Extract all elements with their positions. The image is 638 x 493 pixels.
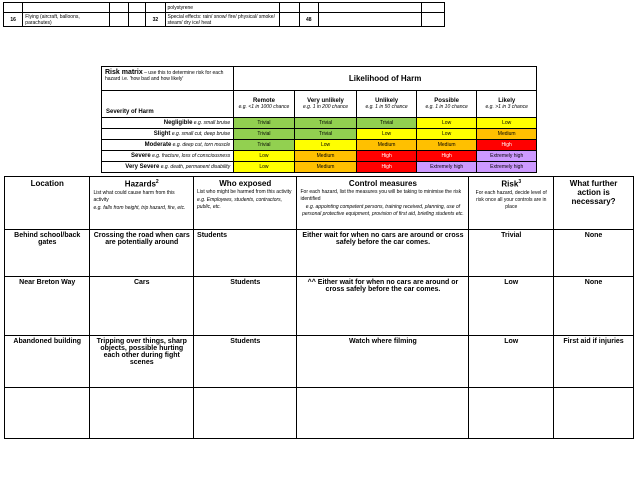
control-measures-header: Control measures For each hazard, list the measures you will be taking to minimise the risk identified e.g. appointing competent persons, training received, planning, use of personal protective equipment, provision of first aid, briefing students etc. — [297, 177, 469, 230]
risk-cell: Trivial — [234, 118, 295, 129]
risk-assessment-table — [4, 176, 634, 439]
risk-cell: Medium — [477, 129, 537, 140]
risk-cell: Trivial — [234, 129, 295, 140]
risk-cell: Low — [416, 118, 477, 129]
severity-label: Negligible e.g. small bruise — [102, 118, 234, 129]
risk-cell: High — [477, 140, 537, 151]
risk-cell: Low — [469, 277, 554, 336]
risk-header: Risk$^3$ For each hazard, decide level of risk once all your controls are in place — [469, 177, 554, 230]
risk-cell: Trivial — [294, 129, 357, 140]
risk-cell — [469, 388, 554, 439]
who-cell — [194, 388, 297, 439]
further-action-cell: First aid if injuries — [554, 336, 634, 388]
who-cell: Students — [194, 230, 297, 277]
severity-label: Severe e.g. fracture, loss of consciousness — [102, 151, 234, 162]
risk-cell: Extremely high — [477, 162, 537, 173]
risk-cell: Medium — [294, 162, 357, 173]
table-row — [5, 230, 634, 277]
likelihood-heading: Likelihood of Harm — [234, 67, 537, 91]
risk-matrix — [101, 66, 537, 173]
severity-row — [102, 129, 537, 140]
control-cell: ^^ Either wait for when no cars are around or cross safely before the car comes. — [297, 277, 469, 336]
table-row — [5, 336, 634, 388]
table-row — [5, 277, 634, 336]
risk-cell: Medium — [294, 151, 357, 162]
severity-row — [102, 118, 537, 129]
control-cell: Either wait for when no cars are around or cross safely before the car comes. — [297, 230, 469, 277]
risk-cell: Trivial — [294, 118, 357, 129]
hazard-item: polystyrene — [165, 3, 280, 13]
likelihood-column: Likely e.g. >1 in 3 chance — [477, 91, 537, 118]
risk-cell: Trivial — [357, 118, 417, 129]
risk-cell: Medium — [357, 140, 417, 151]
likelihood-column: Possible e.g. 1 in 10 chance — [416, 91, 477, 118]
location-cell — [5, 388, 90, 439]
table-header-row — [5, 177, 634, 230]
risk-cell: Low — [357, 129, 417, 140]
matrix-title-row — [102, 67, 537, 91]
risk-cell: Trivial — [469, 230, 554, 277]
who-cell: Students — [194, 336, 297, 388]
further-action-cell — [554, 388, 634, 439]
who-cell: Students — [194, 277, 297, 336]
hazards-header: Hazards$^2$ List what could cause harm from this activity e.g. falls from height, trip hazard, fire, etc. — [90, 177, 194, 230]
matrix-title: Risk matrix – use this to determine risk for each hazard i.e. 'how bad and how likely' — [102, 67, 234, 91]
likelihood-column: Remote e.g. <1 in 1000 chance — [234, 91, 295, 118]
risk-cell: High — [357, 162, 417, 173]
hazard-cell: Crossing the road when cars are potentially around — [90, 230, 194, 277]
risk-cell: Trivial — [234, 140, 295, 151]
control-cell: Watch where filming — [297, 336, 469, 388]
further-action-header: What further action is necessary? — [554, 177, 634, 230]
hazard-cell: Cars — [90, 277, 194, 336]
risk-cell: Low — [294, 140, 357, 151]
severity-label: Very Severe e.g. death, permanent disability — [102, 162, 234, 173]
severity-row — [102, 162, 537, 173]
hazard-item: Special effects: rain/ snow/ fire/ physical/ smoke/ steam/ dry ice/ heat — [165, 13, 280, 27]
matrix-column-row — [102, 91, 537, 118]
hazard-cell — [90, 388, 194, 439]
hazard-list-table — [3, 2, 445, 27]
risk-cell: Extremely high — [416, 162, 477, 173]
risk-cell: Low — [416, 129, 477, 140]
risk-cell: Low — [234, 151, 295, 162]
location-header: Location — [5, 177, 90, 230]
risk-cell: Medium — [416, 140, 477, 151]
risk-cell: Low — [234, 162, 295, 173]
table-row — [4, 3, 445, 13]
severity-row — [102, 151, 537, 162]
location-cell: Abandoned building — [5, 336, 90, 388]
severity-label: Slight e.g. small cut, deep bruise — [102, 129, 234, 140]
risk-cell: Low — [469, 336, 554, 388]
control-cell — [297, 388, 469, 439]
location-cell: Behind school/back gates — [5, 230, 90, 277]
row-number: 16 — [4, 13, 23, 27]
likelihood-column: Very unlikely e.g. 1 in 200 chance — [294, 91, 357, 118]
row-number: 32 — [146, 13, 165, 27]
who-exposed-header: Who exposed List who might be harmed from this activity e.g. Employees, students, contractors, public, etc. — [194, 177, 297, 230]
risk-cell: Extremely high — [477, 151, 537, 162]
row-number: 48 — [299, 13, 318, 27]
table-row — [4, 13, 445, 27]
risk-cell: High — [416, 151, 477, 162]
hazard-item: Flying (aircraft, balloons, parachutes) — [23, 13, 109, 27]
severity-label: Moderate e.g. deep cut, torn muscle — [102, 140, 234, 151]
likelihood-column: Unlikely e.g. 1 in 50 chance — [357, 91, 417, 118]
risk-cell: Low — [477, 118, 537, 129]
location-cell: Near Breton Way — [5, 277, 90, 336]
further-action-cell: None — [554, 277, 634, 336]
further-action-cell: None — [554, 230, 634, 277]
risk-cell: High — [357, 151, 417, 162]
severity-heading: Severity of Harm — [102, 91, 234, 118]
severity-row — [102, 140, 537, 151]
table-row — [5, 388, 634, 439]
hazard-cell: Tripping over things, sharp objects, possible hurting each other during fight scenes — [90, 336, 194, 388]
